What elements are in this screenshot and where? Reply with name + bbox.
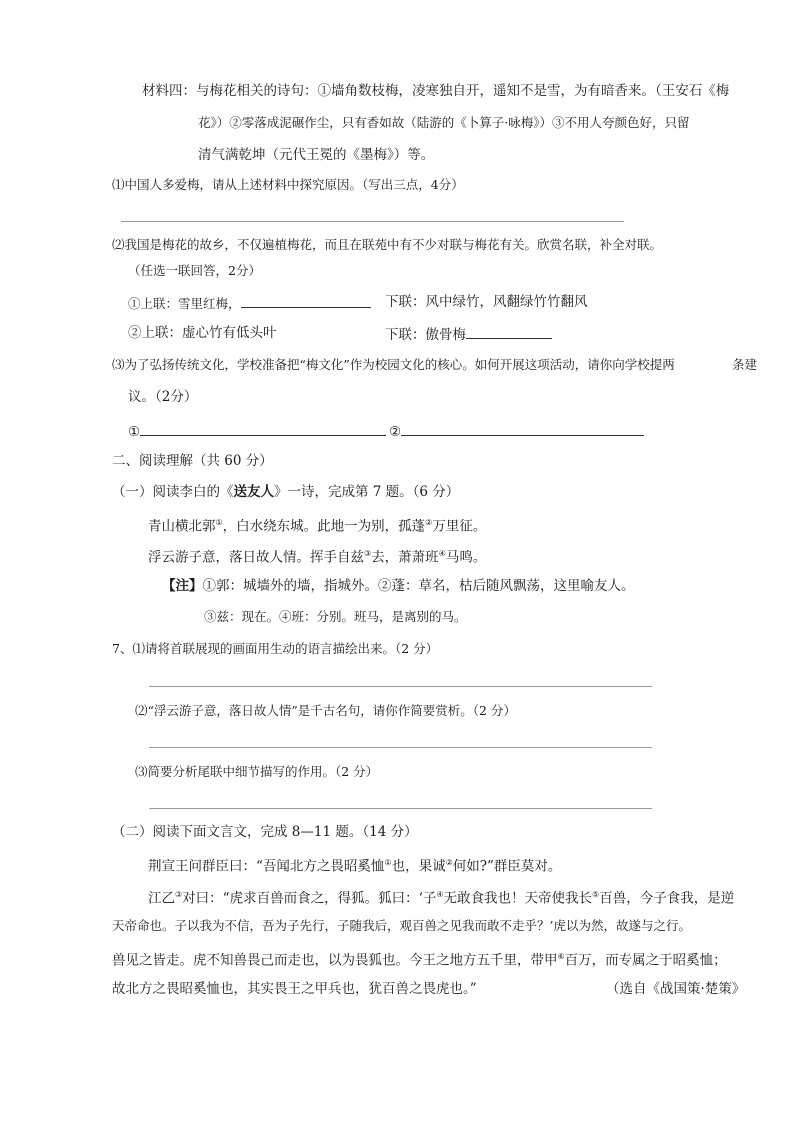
question-7-3: ⑶简要分析尾联中细节描写的作用。（2 分） bbox=[135, 764, 379, 779]
poem-line-2-a: 浮云游子意，落日故人情。挥手自兹 bbox=[148, 549, 364, 566]
poem-line-2-c: 马鸣。 bbox=[445, 549, 487, 566]
question-3-line1: ⑶为了弘扬传统文化，学校准备把“梅文化”作为校园文化的核心。如何开展这项活动，请你向学校提两 bbox=[112, 357, 675, 372]
material4-line3: 清气满乾坤（元代王冕的《墨梅》）等。 bbox=[198, 147, 435, 163]
material4-line1: 材料四：与梅花相关的诗句：①墙角数枝梅，凌寒独自开，遥知不是雪，为有暗香来。（王安石《梅 bbox=[142, 83, 730, 99]
prose-line-1-a: 荆宣王问群臣曰：“吾闻北方之畏昭奚恤 bbox=[148, 858, 385, 875]
part-1-heading-post: 》一诗，完成第 7 题。（6 分） bbox=[274, 484, 460, 500]
footnote-ref: ③ bbox=[175, 890, 183, 899]
question-3-line1-end: 条建 bbox=[732, 357, 758, 372]
poem-note-2: ③兹：现在。④班：分别。班马，是离别的马。 bbox=[204, 609, 467, 624]
couplet-2-lower: 下联：傲骨梅 bbox=[385, 327, 466, 343]
prose-line-1 bbox=[148, 854, 561, 876]
footnote-ref: ① bbox=[215, 518, 223, 527]
poem-line-2 bbox=[148, 545, 486, 567]
prose-line-5: 故北方之畏昭奚恤也，其实畏王之甲兵也，犹百兽之畏虎也。” bbox=[112, 981, 477, 997]
footnote-ref: ② bbox=[445, 858, 453, 867]
prose-line-2-a: 江乙 bbox=[148, 890, 175, 907]
part-1-heading bbox=[112, 483, 459, 501]
note-label: 【注】 bbox=[162, 578, 203, 594]
question-7-2: ⑵“浮云游子意，落日故人情”是千古名句，请你作简要赏析。（2 分） bbox=[135, 703, 516, 718]
part-2-heading: （二）阅读下面文言文，完成 8—11 题。（14 分） bbox=[112, 824, 418, 840]
footnote-ref: ⑥ bbox=[557, 952, 565, 961]
footnote-ref: ④ bbox=[438, 549, 446, 558]
prose-line-4-b: 百万，而专属之于昭奚恤； bbox=[564, 952, 727, 969]
prose-line-2-d: 百兽，今子食我，是逆 bbox=[599, 890, 735, 907]
suggestion-2-blank[interactable] bbox=[401, 421, 644, 436]
prose-line-4 bbox=[112, 948, 727, 970]
footnote-ref: ⑤ bbox=[592, 890, 600, 899]
poem-line-1 bbox=[148, 514, 486, 536]
question-2-line1: ⑵我国是梅花的故乡，不仅遍植梅花，而且在联苑中有不少对联与梅花有关。欣赏名联，补全对联。 bbox=[112, 237, 663, 252]
couplet-1-right: 下联：风中绿竹，风翻绿竹竹翻风 bbox=[385, 294, 588, 310]
answer-line-q1[interactable] bbox=[121, 221, 624, 222]
prose-line-3: 天帝命也。子以我为不信，吾为子先行，子随我后，观百兽之见我而敢不走乎？’虎以为然，故遂与之行。 bbox=[112, 918, 691, 933]
couplet-1-left bbox=[128, 293, 371, 313]
prose-line-1-b: 也，果诚 bbox=[391, 858, 446, 875]
prose-line-4-a: 兽见之皆走。虎不知兽畏己而走也，以为畏狐也。今王之地方五千里，带甲 bbox=[112, 952, 558, 969]
poem-note-1 bbox=[162, 577, 635, 595]
poem-line-1-c: 万里征。 bbox=[432, 518, 487, 535]
prose-line-2 bbox=[148, 886, 734, 908]
couplet-2-right bbox=[385, 324, 552, 344]
prose-line-2-b: 对曰：“虎求百兽而食之，得狐。狐曰：‘子 bbox=[182, 890, 437, 907]
couplet-2-left: ②上联：虚心竹有低头叶 bbox=[128, 325, 277, 341]
couplet-2-blank[interactable] bbox=[466, 324, 552, 339]
section-2-heading: 二、阅读理解（共 60 分） bbox=[112, 453, 273, 469]
prose-line-2-c: 无敢食我也！天帝使我长 bbox=[443, 890, 593, 907]
question-7-1: 7、⑴请将首联展现的画面用生动的语言描绘出来。（2 分） bbox=[112, 641, 439, 656]
poem-line-2-b: 去，萧萧班 bbox=[371, 549, 439, 566]
couplet-1-upper: ①上联：雪里红梅， bbox=[128, 296, 241, 311]
suggestion-1 bbox=[128, 421, 386, 441]
suggestion-2 bbox=[389, 421, 644, 441]
question-3-line2: 议。（2分） bbox=[128, 389, 198, 405]
poem-line-1-a: 青山横北郭 bbox=[148, 518, 216, 535]
couplet-1-blank[interactable] bbox=[241, 293, 371, 308]
question-2-line2: （任选一联回答，2分） bbox=[128, 263, 261, 278]
answer-line-q7-1[interactable] bbox=[149, 686, 652, 687]
footnote-ref: ④ bbox=[436, 890, 444, 899]
prose-source: （选自《战国策·楚策》 bbox=[606, 981, 746, 997]
prose-line-1-c: 何如?”群臣莫对。 bbox=[452, 858, 562, 875]
answer-line-q7-3[interactable] bbox=[149, 808, 652, 809]
question-1: ⑴中国人多爱梅，请从上述材料中探究原因。（写出三点，4分） bbox=[112, 177, 464, 192]
suggestion-1-blank[interactable] bbox=[140, 421, 386, 436]
suggestion-2-marker: ② bbox=[389, 424, 402, 440]
answer-line-q7-2[interactable] bbox=[149, 747, 652, 748]
material4-line2: 花》）②零落成泥碾作尘，只有香如故（陆游的《卜算子·咏梅》）③不用人夸颜色好，只留 bbox=[198, 115, 690, 130]
note-1-text: ①郭：城墙外的墙，指城外。②蓬：草名，枯后随风飘荡，这里喻友人。 bbox=[202, 578, 635, 594]
footnote-ref: ① bbox=[384, 858, 392, 867]
poem-title: 送友人 bbox=[233, 484, 274, 500]
footnote-ref: ③ bbox=[364, 549, 372, 558]
part-1-heading-pre: （一）阅读李白的《 bbox=[112, 484, 234, 500]
footnote-ref: ② bbox=[425, 518, 433, 527]
suggestion-1-marker: ① bbox=[128, 424, 141, 440]
poem-line-1-b: ，白水绕东城。此地一为别，孤蓬 bbox=[222, 518, 426, 535]
